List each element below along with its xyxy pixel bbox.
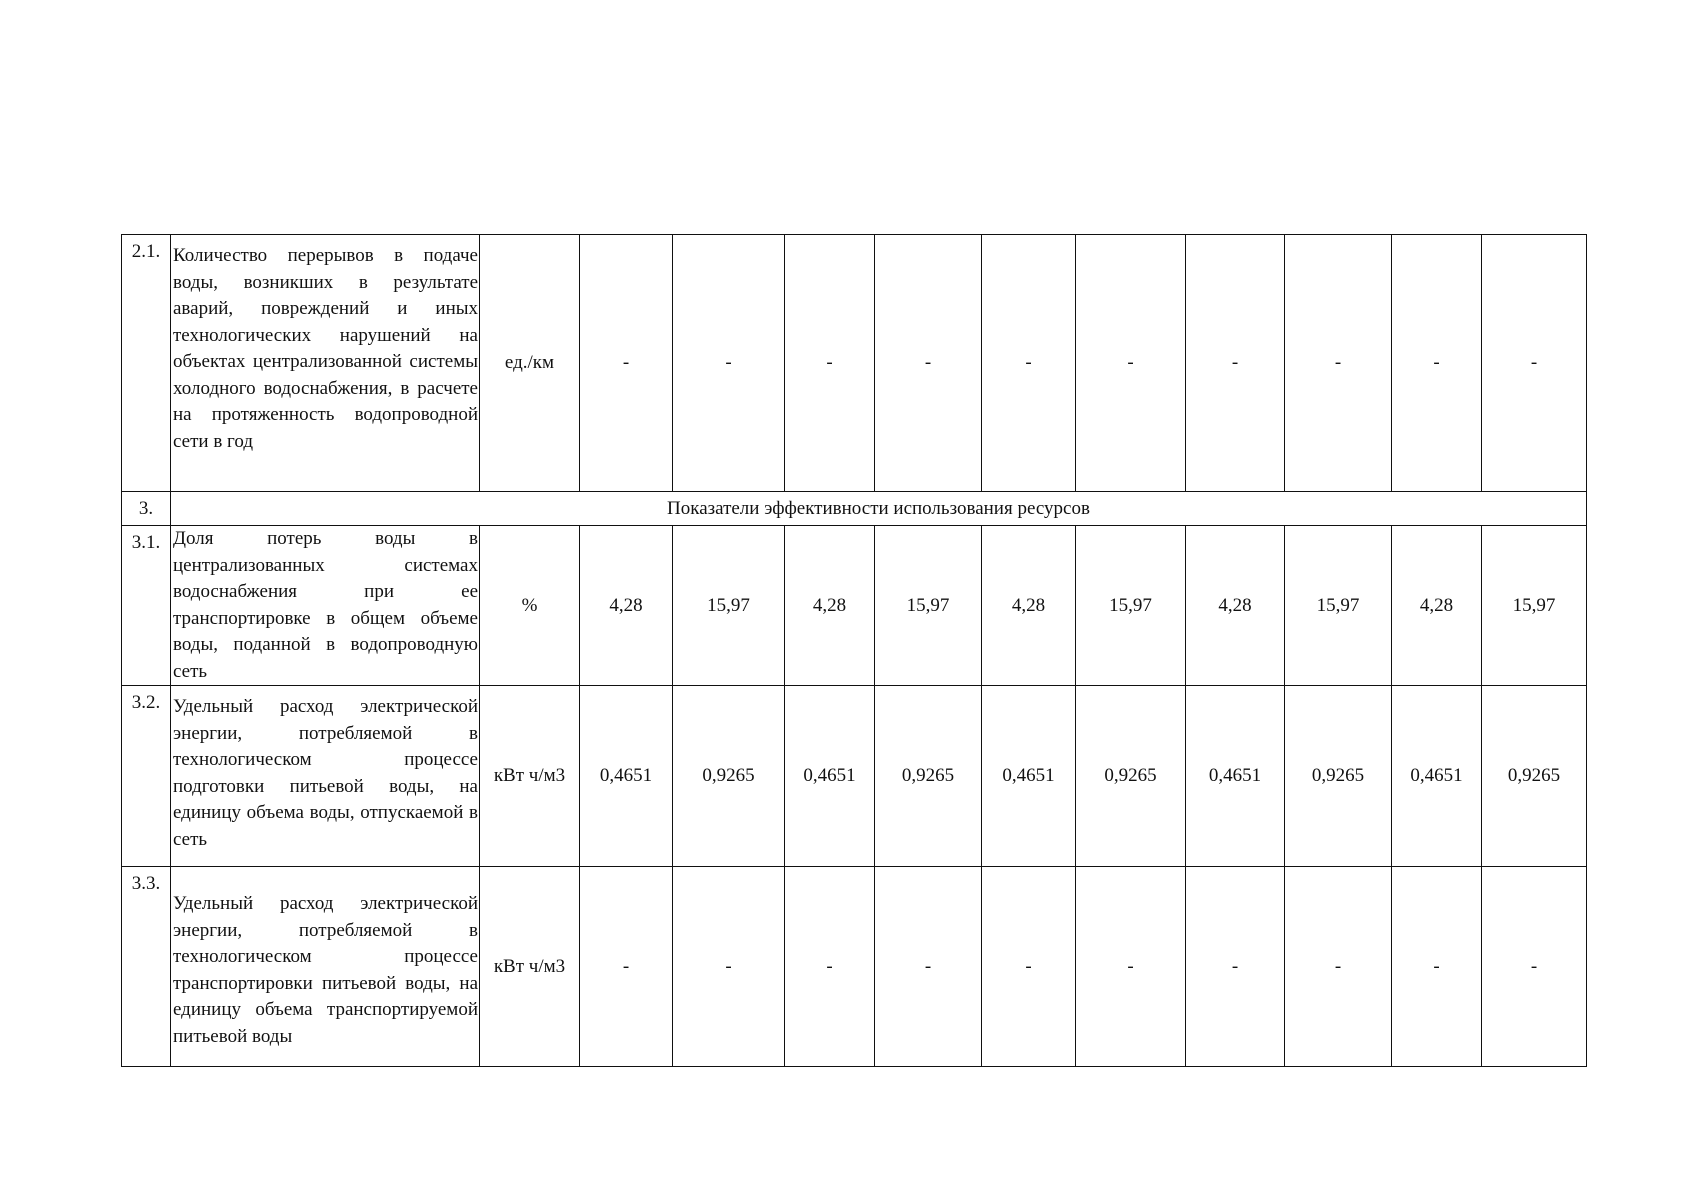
value-cell: - [1285, 235, 1392, 492]
table-row [122, 686, 1587, 867]
indicator-description: Количество перерывов в подаче воды, возникших в результате аварий, повреждений и иных технологических нарушений на объектах централизованной системы холодного водоснабжения, в расчете на протяженность водопроводной сети в год [171, 235, 480, 492]
value-cell: - [875, 867, 982, 1067]
value-cell: 0,4651 [785, 686, 875, 867]
value-cell: 0,4651 [1186, 686, 1285, 867]
value-cell: 15,97 [875, 526, 982, 686]
section-row [122, 492, 1587, 526]
value-cell: - [673, 235, 785, 492]
value-cell: 0,4651 [1392, 686, 1482, 867]
row-number: 3. [122, 492, 171, 526]
unit-cell: кВт ч/м3 [480, 686, 580, 867]
value-cell: 4,28 [1392, 526, 1482, 686]
value-cell: - [785, 235, 875, 492]
value-cell: - [1076, 235, 1186, 492]
value-cell: 15,97 [1076, 526, 1186, 686]
indicator-description: Доля потерь воды в централизованных системах водоснабжения при ее транспортировке в общем объеме воды, поданной в водопроводную сеть [171, 526, 480, 686]
value-cell: - [982, 867, 1076, 1067]
value-cell: 15,97 [673, 526, 785, 686]
value-cell: - [1482, 235, 1587, 492]
section-title: Показатели эффективности использования ресурсов [171, 492, 1587, 526]
value-cell: 4,28 [982, 526, 1076, 686]
value-cell: 0,9265 [1076, 686, 1186, 867]
table-row [122, 235, 1587, 492]
value-cell: - [1392, 235, 1482, 492]
value-cell: 0,9265 [673, 686, 785, 867]
value-cell: 4,28 [580, 526, 673, 686]
value-cell: - [875, 235, 982, 492]
unit-cell: кВт ч/м3 [480, 867, 580, 1067]
value-cell: 0,9265 [1285, 686, 1392, 867]
row-number: 3.2. [122, 686, 171, 867]
indicators-table [121, 234, 1587, 1067]
value-cell: - [1482, 867, 1587, 1067]
value-cell: - [1076, 867, 1186, 1067]
value-cell: 0,9265 [875, 686, 982, 867]
value-cell: - [1186, 867, 1285, 1067]
row-number: 3.1. [122, 526, 171, 686]
table-row [122, 867, 1587, 1067]
value-cell: - [1392, 867, 1482, 1067]
value-cell: 15,97 [1482, 526, 1587, 686]
value-cell: - [1186, 235, 1285, 492]
value-cell: 4,28 [785, 526, 875, 686]
unit-cell: % [480, 526, 580, 686]
value-cell: 0,4651 [580, 686, 673, 867]
table-row [122, 526, 1587, 686]
value-cell: 0,9265 [1482, 686, 1587, 867]
indicator-description: Удельный расход электрической энергии, потребляемой в технологическом процессе подготовки питьевой воды, на единицу объема воды, отпускаемой в сеть [171, 686, 480, 867]
indicator-description: Удельный расход электрической энергии, потребляемой в технологическом процессе транспортировки питьевой воды, на единицу объема транспортируемой питьевой воды [171, 867, 480, 1067]
value-cell: 4,28 [1186, 526, 1285, 686]
row-number: 3.3. [122, 867, 171, 1067]
unit-cell: ед./км [480, 235, 580, 492]
value-cell: 15,97 [1285, 526, 1392, 686]
value-cell: 0,4651 [982, 686, 1076, 867]
value-cell: - [580, 867, 673, 1067]
value-cell: - [785, 867, 875, 1067]
row-number: 2.1. [122, 235, 171, 492]
value-cell: - [673, 867, 785, 1067]
value-cell: - [982, 235, 1076, 492]
value-cell: - [1285, 867, 1392, 1067]
value-cell: - [580, 235, 673, 492]
